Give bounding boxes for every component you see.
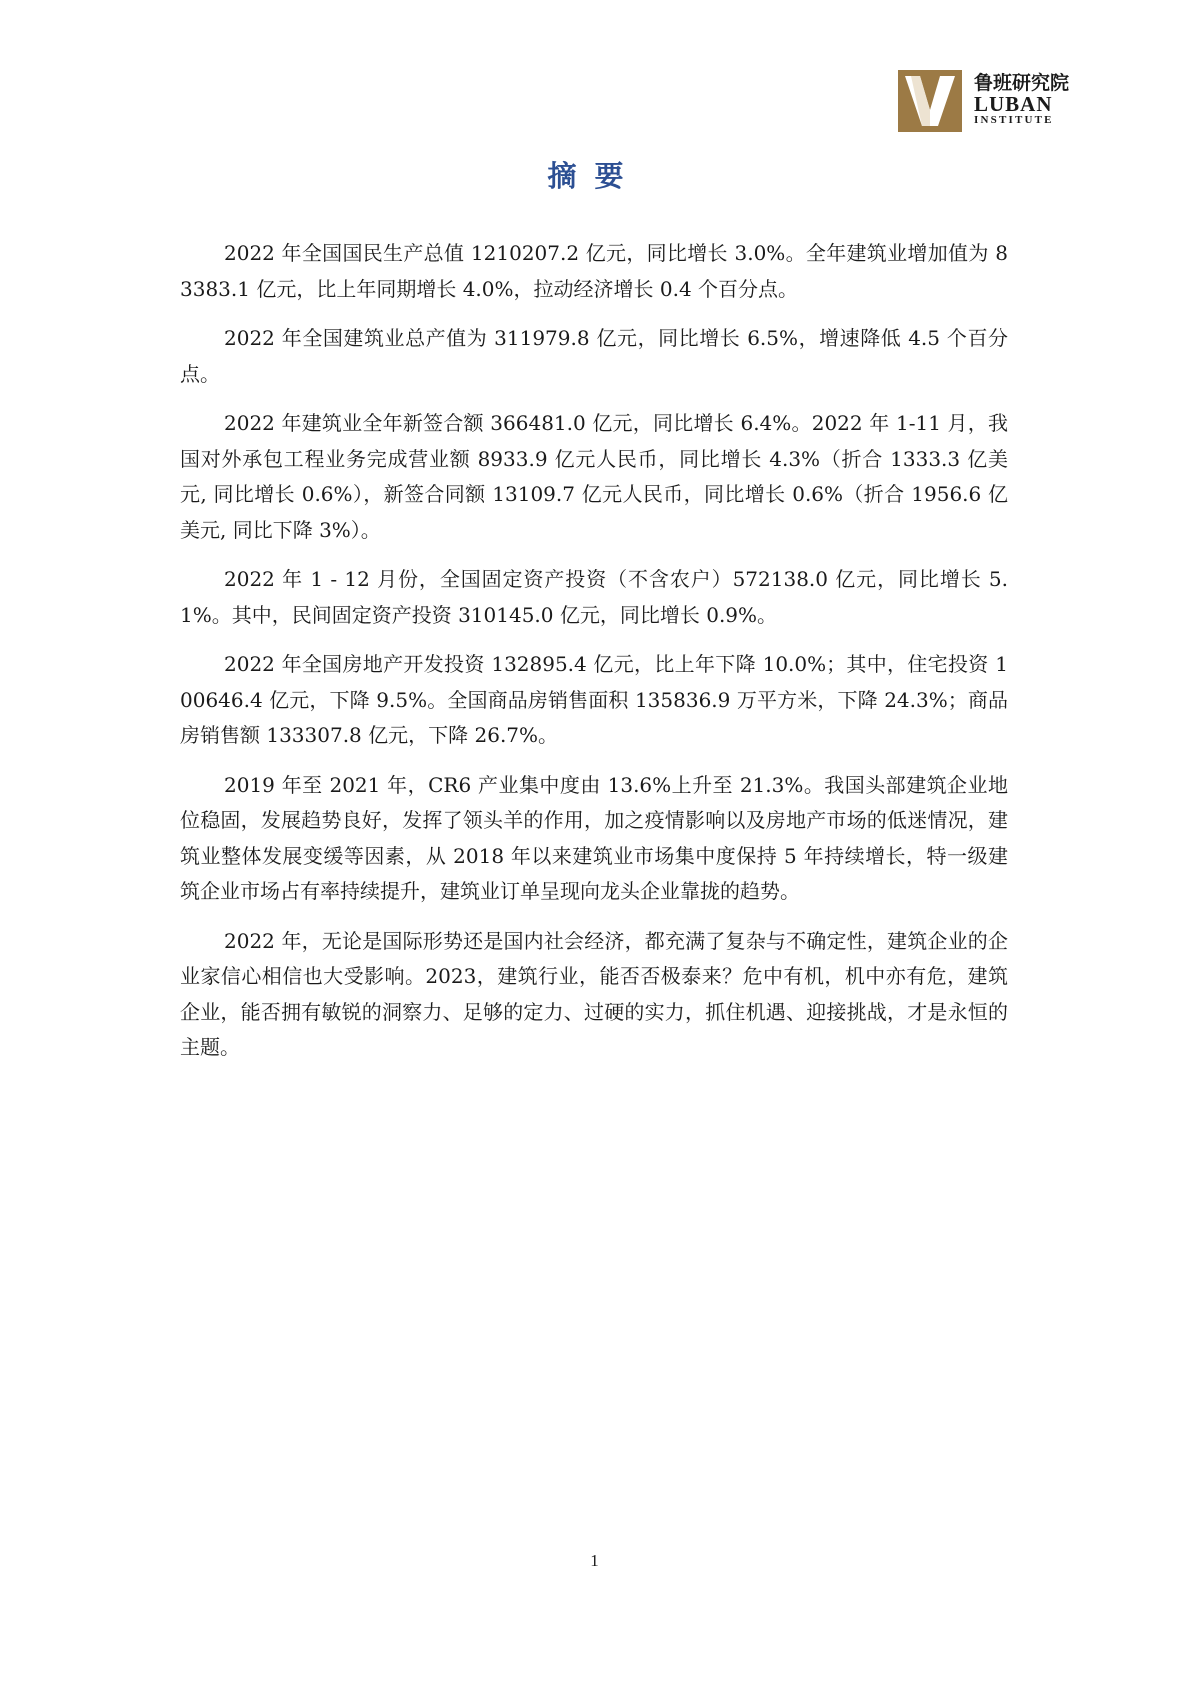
paragraph-fixed-asset-investment: 2022 年 1 - 12 月份，全国固定资产投资（不含农户）572138.0 亿元，同比增长 5.1%。其中，民间固定资产投资 310145.0 亿元，同比增长 0.9%。 — [180, 567, 1008, 627]
paragraph-construction-output: 2022 年全国建筑业总产值为 311979.8 亿元，同比增长 6.5%，增速降低 4.5 个百分点。 — [180, 326, 1008, 386]
logo-text-block — [974, 72, 1092, 127]
luban-institute-logo — [898, 70, 1088, 132]
paragraph-new-contracts: 2022 年建筑业全年新签合额 366481.0 亿元，同比增长 6.4%。2022 年 1-11 月，我国对外承包工程业务完成营业额 8933.9 亿元人民币，同比增长 4.3%（折合 1333.3 亿美元, 同比增长 0.6%），新签合同额 13109.7 亿元人民币，同比增长 0.6%（折合 1956.6 亿美元, 同比下降 3%）。 — [180, 411, 1008, 542]
paragraph-real-estate: 2022 年全国房地产开发投资 132895.4 亿元，比上年下降 10.0%；其中，住宅投资 100646.4 亿元，下降 9.5%。全国商品房销售面积 135836.9 万平方米，下降 24.3%；商品房销售额 133307.8 亿元，下降 26.7%。 — [180, 652, 1008, 747]
logo-english-name: LUBAN — [974, 92, 1053, 116]
paragraph-gdp: 2022 年全国国民生产总值 1210207.2 亿元，同比增长 3.0%。全年建筑业增加值为 83383.1 亿元，比上年同期增长 4.0%，拉动经济增长 0.4 个百分点。 — [180, 241, 1008, 301]
paragraph-industry-concentration: 2019 年至 2021 年，CR6 产业集中度由 13.6%上升至 21.3%。我国头部建筑企业地位稳固，发展趋势良好，发挥了领头羊的作用，加之疫情影响以及房地产市场的低迷情况，建筑业整体发展变缓等因素，从 2018 年以来建筑业市场集中度保持 5 年持续增长，特一级建筑企业市场占有率持续提升，建筑业订单呈现向龙头企业靠拢的趋势。 — [180, 772, 1008, 903]
luban-v-emblem-icon — [898, 70, 962, 132]
paragraph-outlook: 2022 年，无论是国际形势还是国内社会经济，都充满了复杂与不确定性，建筑企业的企业家信心相信也大受影响。2023，建筑行业，能否否极泰来？危中有机，机中亦有危，建筑企业，能否拥有敏锐的洞察力、足够的定力、过硬的实力，抓住机遇、迎接挑战，才是永恒的主题。 — [180, 928, 1008, 1059]
logo-english-subtitle: INSTITUTE — [974, 114, 1054, 126]
page-number: 1 — [590, 1551, 599, 1570]
summary-body — [180, 236, 1008, 1080]
page-title: 摘要 — [547, 159, 642, 193]
logo-chinese-name: 鲁班研究院 — [974, 72, 1070, 94]
